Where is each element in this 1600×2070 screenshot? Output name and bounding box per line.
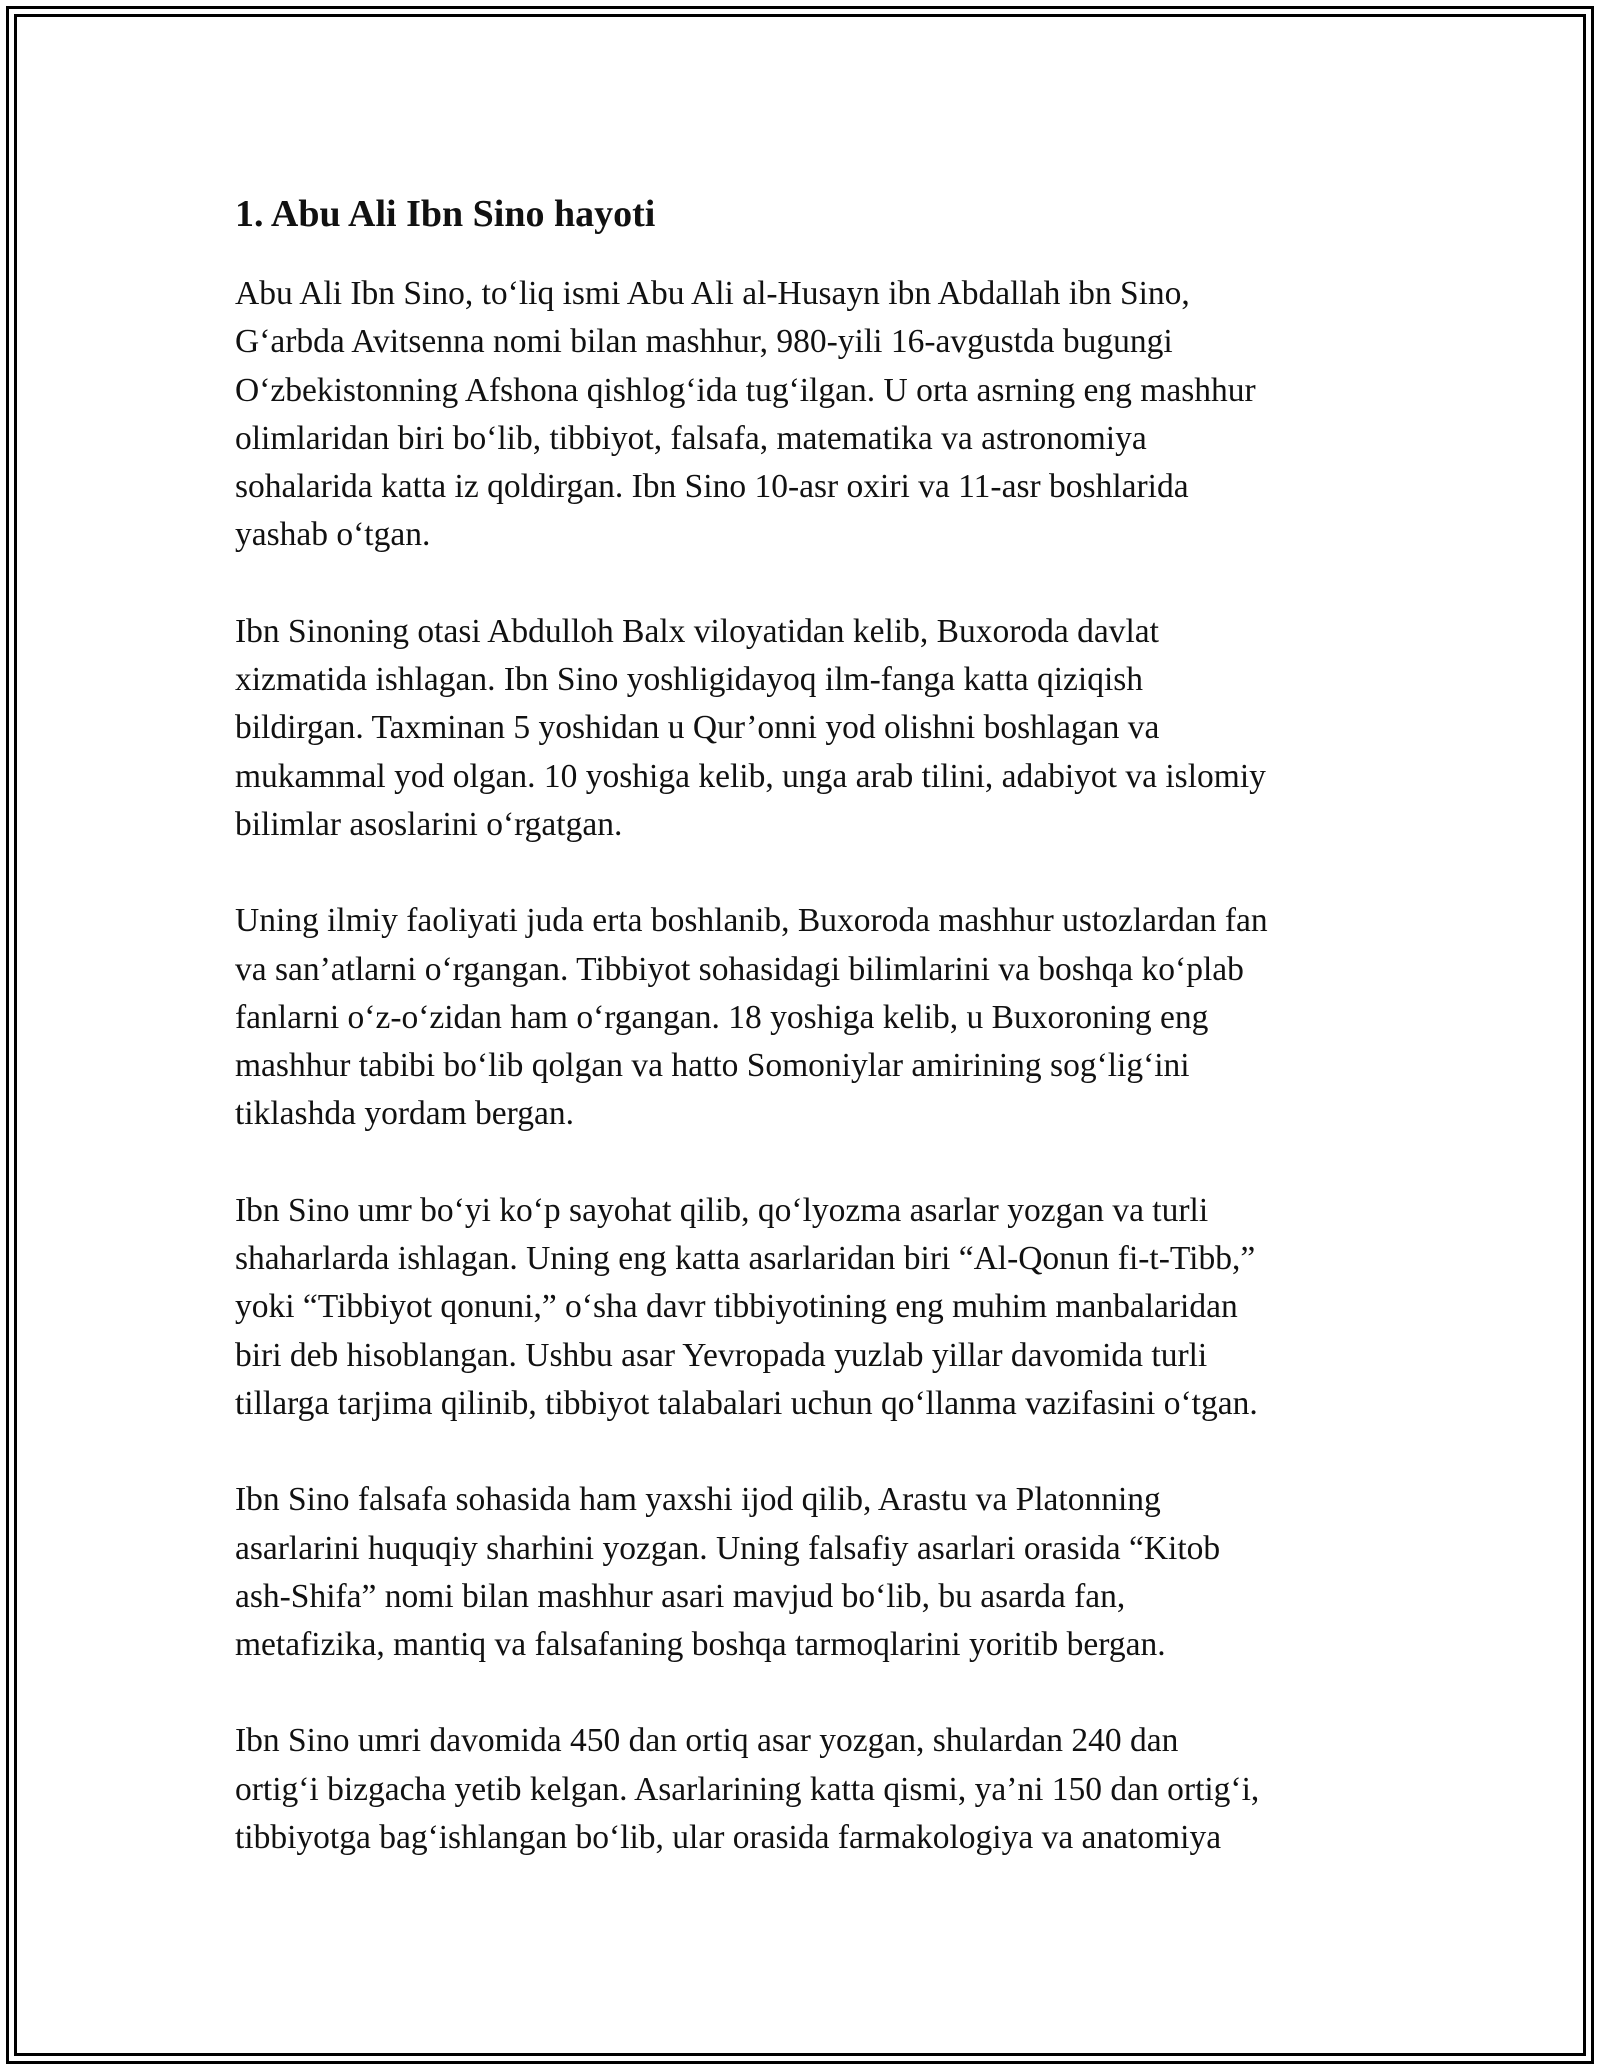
- paragraph-4: [235, 1187, 1375, 1428]
- section-heading: 1. Abu Ali Ibn Sino hayoti: [235, 193, 656, 235]
- text-line: yoki “Tibbiyot qonuni,” o‘sha davr tibbiyotining eng muhim manbalaridan: [235, 1288, 1238, 1326]
- text-line: fanlarni o‘z-o‘zidan ham o‘rgangan. 18 yoshiga kelib, u Buxoroning eng: [235, 998, 1209, 1036]
- text-line: Abu Ali Ibn Sino, to‘liq ismi Abu Ali al-Husayn ibn Abdallah ibn Sino,: [235, 275, 1190, 312]
- text-line: biri deb hisoblangan. Ushbu asar Yevropada yuzlab yillar davomida turli: [235, 1336, 1208, 1374]
- text-line: O‘zbekistonning Afshona qishlog‘ida tug‘ilgan. U orta asrning eng mashhur: [235, 371, 1256, 409]
- text-line: Uning ilmiy faoliyati juda erta boshlanib, Buxoroda mashhur ustozlardan fan: [235, 902, 1268, 940]
- text-line: ortig‘i bizgacha yetib kelgan. Asarlarining katta qismi, ya’ni 150 dan ortig‘i,: [235, 1770, 1260, 1808]
- text-line: tiklashda yordam bergan.: [235, 1095, 574, 1133]
- text-line: Ibn Sino falsafa sohasida ham yaxshi ijod qilib, Arastu va Platonning: [235, 1481, 1161, 1519]
- text-line: va san’atlarni o‘rgangan. Tibbiyot sohasidagi bilimlarini va boshqa ko‘plab: [235, 950, 1244, 988]
- text-line: tillarga tarjima qilinib, tibbiyot talabalari uchun qo‘llanma vazifasini o‘tgan.: [235, 1384, 1258, 1422]
- document-body: [235, 186, 1375, 1910]
- text-line: Ibn Sino umri davomida 450 dan ortiq asar yozgan, shulardan 240 dan: [235, 1722, 1179, 1760]
- text-line: shaharlarda ishlagan. Uning eng katta asarlaridan biri “Al-Qonun fi-t-Tibb,”: [235, 1240, 1256, 1278]
- paragraph-6: [235, 1717, 1375, 1862]
- text-line: Ibn Sinoning otasi Abdulloh Balx viloyatidan kelib, Buxoroda davlat: [235, 612, 1159, 650]
- text-line: mukammal yod olgan. 10 yoshiga kelib, unga arab tilini, adabiyot va islomiy: [235, 757, 1266, 795]
- paragraph-2: [235, 608, 1375, 849]
- text-line: tibbiyotga bag‘ishlangan bo‘lib, ular orasida farmakologiya va anatomiya: [235, 1819, 1222, 1857]
- text-line: olimlaridan biri bo‘lib, tibbiyot, falsafa, matematika va astronomiya: [235, 419, 1147, 457]
- text-line: yashab o‘tgan.: [235, 516, 431, 554]
- paragraph-1: [235, 270, 1375, 560]
- text-line: mashhur tabibi bo‘lib qolgan va hatto Somoniylar amirining sog‘lig‘ini: [235, 1047, 1190, 1085]
- paragraph-3: [235, 897, 1375, 1138]
- text-line: xizmatida ishlagan. Ibn Sino yoshligidayoq ilm-fanga katta qiziqish: [235, 661, 1144, 699]
- text-line: Ibn Sino umr bo‘yi ko‘p sayohat qilib, qo‘lyozma asarlar yozgan va turli: [235, 1191, 1209, 1229]
- paragraph-5: [235, 1476, 1375, 1669]
- text-line: bilimlar asoslarini o‘rgatgan.: [235, 805, 623, 843]
- text-line: ash-Shifa” nomi bilan mashhur asari mavjud bo‘lib, bu asarda fan,: [235, 1577, 1126, 1615]
- text-line: metafizika, mantiq va falsafaning boshqa tarmoqlarini yoritib bergan.: [235, 1626, 1166, 1664]
- text-line: asarlarini huquqiy sharhini yozgan. Uning falsafiy asarlari orasida “Kitob: [235, 1529, 1221, 1567]
- text-line: sohalarida katta iz qoldirgan. Ibn Sino 10-asr oxiri va 11-asr boshlarida: [235, 468, 1189, 506]
- text-line: bildirgan. Taxminan 5 yoshidan u Qur’onni yod olishni boshlagan va: [235, 709, 1160, 747]
- text-line: G‘arbda Avitsenna nomi bilan mashhur, 980-yili 16-avgustda bugungi: [235, 323, 1173, 361]
